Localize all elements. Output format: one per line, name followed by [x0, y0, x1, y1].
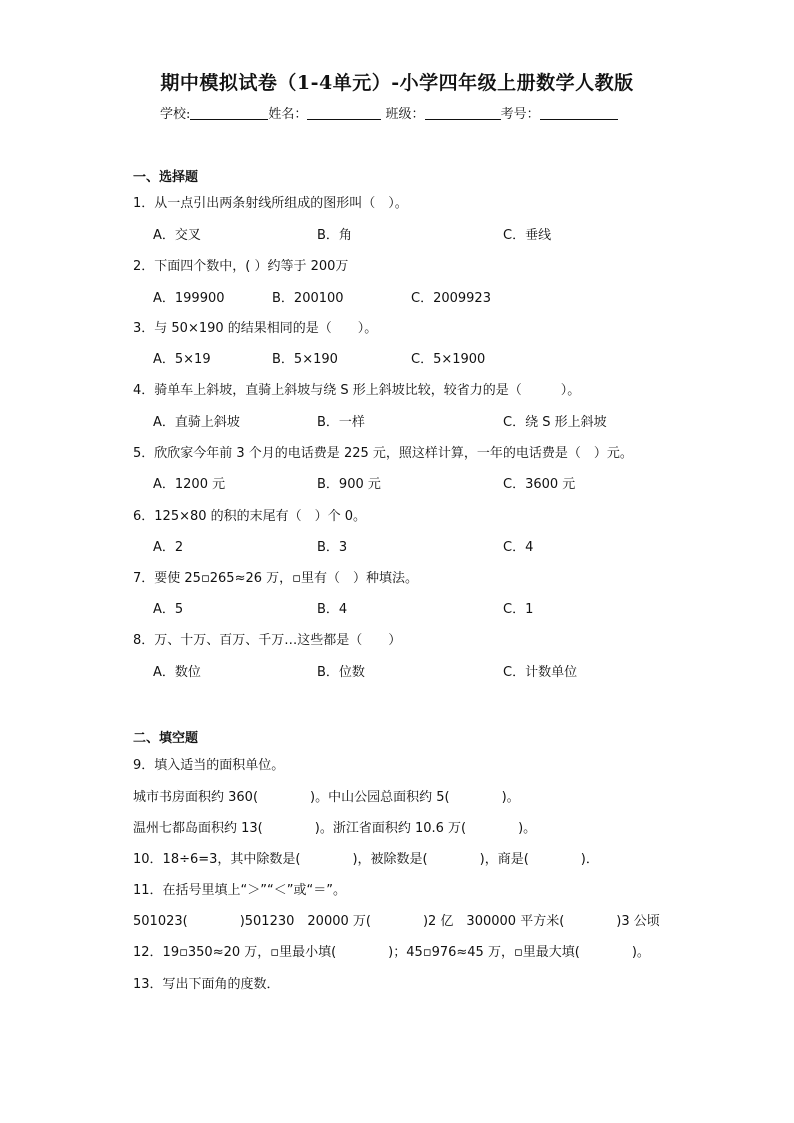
question-9-line-1: 城市书房面积约 360( )。中山公园总面积约 5( )。	[133, 790, 520, 805]
option-2b[interactable]: B．200100	[272, 291, 344, 306]
exam-no-blank[interactable]	[540, 105, 618, 120]
class-blank[interactable]	[425, 105, 501, 120]
option-5a[interactable]: A．1200 元	[153, 477, 226, 492]
question-3: 3．与 50×190 的结果相同的是（ ）。	[133, 321, 378, 336]
name-label: 姓名：	[268, 107, 308, 122]
section-heading-fill: 二、填空题	[133, 731, 199, 746]
section-heading-choice: 一、选择题	[133, 170, 199, 185]
option-4b[interactable]: B．一样	[317, 415, 365, 430]
question-7: 7．要使 25▫265≈26 万，▫里有（ ）种填法。	[133, 571, 418, 586]
option-1a[interactable]: A．交叉	[153, 228, 201, 243]
question-4: 4．骑单车上斜坡，直骑上斜坡与绕 S 形上斜坡比较，较省力的是（ ）。	[133, 383, 581, 398]
school-label: 学校:	[160, 107, 191, 122]
option-2c[interactable]: C．2009923	[411, 291, 491, 306]
exam-no-label: 考号：	[500, 107, 540, 122]
class-label: 班级：	[385, 107, 425, 122]
option-7a[interactable]: A．5	[153, 602, 184, 617]
option-8b[interactable]: B．位数	[317, 665, 365, 680]
option-3a[interactable]: A．5×19	[153, 352, 211, 367]
option-8a[interactable]: A．数位	[153, 665, 201, 680]
option-6a[interactable]: A．2	[153, 540, 184, 555]
question-6: 6．125×80 的积的末尾有（ ）个 0。	[133, 509, 367, 524]
option-5b[interactable]: B．900 元	[317, 477, 381, 492]
option-1c[interactable]: C．垂线	[503, 228, 552, 243]
question-10: 10．18÷6=3，其中除数是( )，被除数是( )，商是( )．	[133, 852, 599, 867]
option-6c[interactable]: C．4	[503, 540, 534, 555]
question-9-line-2: 温州七都岛面积约 13( )。浙江省面积约 10.6 万( )。	[133, 821, 537, 836]
question-13: 13．写出下面角的度数．	[133, 977, 280, 992]
question-2: 2．下面四个数中，( ）约等于 200万	[133, 259, 349, 274]
question-5: 5．欣欣家今年前 3 个月的电话费是 225 元，照这样计算，一年的电话费是（ ）元。	[133, 446, 633, 461]
question-12: 12．19▫350≈20 万，▫里最小填( )；45▫976≈45 万，▫里最大填( )。	[133, 945, 650, 960]
option-3b[interactable]: B．5×190	[272, 352, 338, 367]
option-7b[interactable]: B．4	[317, 602, 348, 617]
question-11-line-1: 501023( )501230 20000 万( )2 亿 300000 平方米( )3 公顷	[133, 914, 660, 929]
option-7c[interactable]: C．1	[503, 602, 534, 617]
question-11: 11．在括号里填上“＞”“＜”或“＝”。	[133, 883, 346, 898]
question-9: 9．填入适当的面积单位。	[133, 758, 285, 773]
page-title: 期中模拟试卷（1-4单元）-小学四年级上册数学人教版	[160, 72, 634, 94]
option-2a[interactable]: A．199900	[153, 291, 225, 306]
option-4a[interactable]: A．直骑上斜坡	[153, 415, 240, 430]
question-8: 8．万、十万、百万、千万…这些都是（ ）	[133, 633, 402, 648]
school-blank[interactable]	[190, 105, 268, 120]
option-6b[interactable]: B．3	[317, 540, 348, 555]
option-1b[interactable]: B．角	[317, 228, 352, 243]
question-1: 1．从一点引出两条射线所组成的图形叫（ ）。	[133, 196, 408, 211]
option-5c[interactable]: C．3600 元	[503, 477, 576, 492]
name-blank[interactable]	[307, 105, 381, 120]
student-info-line	[160, 103, 618, 122]
option-4c[interactable]: C．绕 S 形上斜坡	[503, 415, 607, 430]
option-8c[interactable]: C．计数单位	[503, 665, 578, 680]
option-3c[interactable]: C．5×1900	[411, 352, 486, 367]
